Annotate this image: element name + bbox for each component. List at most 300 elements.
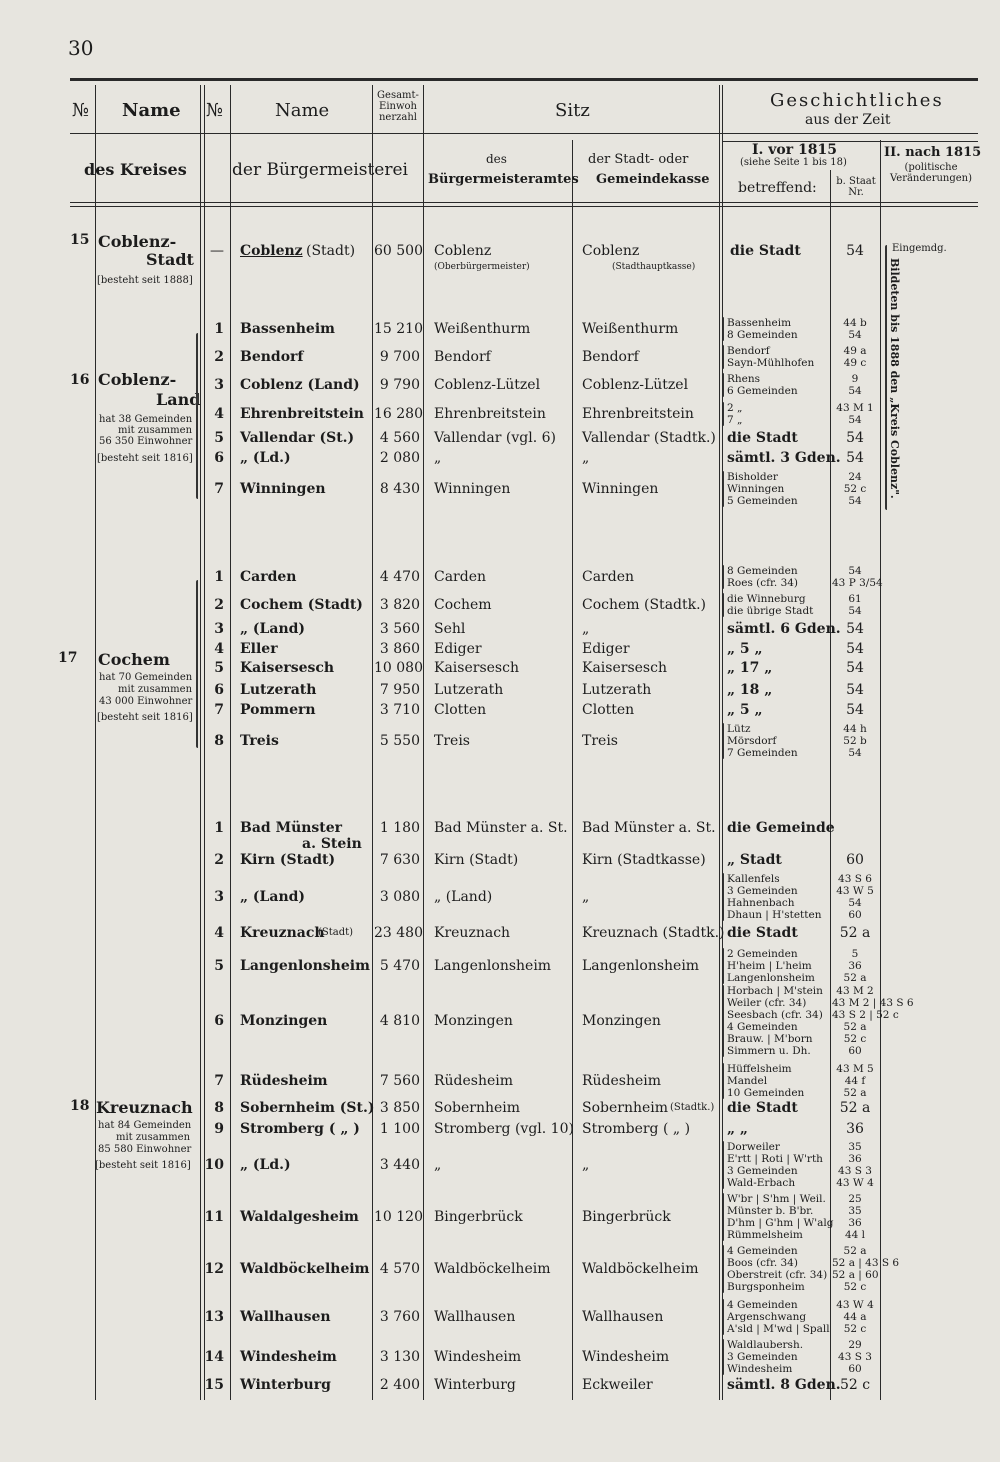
- kreis-note: hat 38 Gemeinden: [99, 414, 193, 425]
- row-number: 5: [214, 430, 224, 446]
- staat-nr: 54: [848, 329, 862, 341]
- brace: [723, 471, 724, 507]
- amt: Langenlonsheim: [434, 958, 552, 974]
- brace: [723, 1063, 724, 1099]
- betreffend: 6 Gemeinden: [727, 385, 798, 397]
- kreis-note: 56 350 Einwohner: [99, 436, 193, 447]
- bm-name: Winterburg: [240, 1377, 331, 1393]
- kreis-note: mit zusammen: [116, 1132, 191, 1143]
- amt: Monzingen: [434, 1013, 513, 1029]
- betreffend: Münster b. B'br.: [727, 1205, 814, 1217]
- population: 3 440: [379, 1157, 420, 1173]
- kasse: Clotten: [582, 702, 635, 718]
- kreis-note: 43 000 Einwohner: [99, 696, 193, 707]
- staat-nr: 52 a: [843, 1087, 867, 1099]
- brace: [885, 245, 887, 510]
- amt: Rüdesheim: [434, 1073, 514, 1089]
- brace: [723, 948, 724, 984]
- kasse: Bad Münster a. St.: [582, 820, 716, 836]
- brace: [723, 565, 724, 589]
- kasse: Rüdesheim: [582, 1073, 662, 1089]
- bm-name: „ (Ld.): [240, 450, 291, 466]
- bm-name: Bendorf: [240, 349, 304, 365]
- bm-name: Windesheim: [240, 1349, 337, 1365]
- row-number: 15: [204, 1377, 224, 1393]
- amt: Stromberg (vgl. 10): [434, 1121, 574, 1137]
- kreis-number: 15: [70, 232, 90, 248]
- betreffend: Oberstreit (cfr. 34): [727, 1269, 828, 1281]
- staat-nr: 54: [846, 430, 864, 446]
- population: 2 400: [379, 1377, 420, 1393]
- population: 9 790: [379, 377, 420, 393]
- staat-nr: 43 M 5: [836, 1063, 874, 1075]
- row-number: 12: [204, 1261, 224, 1277]
- col-divider: [719, 85, 720, 1400]
- kreis-name: Kreuznach: [96, 1098, 193, 1117]
- kasse: Langenlonsheim: [582, 958, 700, 974]
- row-number: 14: [204, 1349, 224, 1365]
- population: 3 850: [379, 1100, 420, 1116]
- amt: Carden: [434, 569, 487, 585]
- population: 3 080: [379, 889, 420, 905]
- betreffend: Rümmelsheim: [727, 1229, 803, 1241]
- betreffend: die Stadt: [727, 925, 798, 941]
- betreffend: Rhens: [727, 373, 761, 385]
- kasse: Bendorf: [582, 349, 639, 365]
- population: 3 820: [379, 597, 420, 613]
- betreffend: Wald-Erbach: [727, 1177, 796, 1189]
- staat-nr: 52 c: [843, 1033, 867, 1045]
- population: 60 500: [374, 243, 423, 259]
- population: 16 280: [374, 406, 423, 422]
- row-number: 8: [214, 733, 224, 749]
- kasse: Carden: [582, 569, 635, 585]
- population: 5 550: [379, 733, 420, 749]
- staat-nr: 49 a: [843, 345, 867, 357]
- bm-name: Lutzerath: [240, 682, 317, 698]
- population: 3 860: [379, 641, 420, 657]
- amt: Windesheim: [434, 1349, 522, 1365]
- bm-name: Carden: [240, 569, 297, 585]
- bm-name: Bassenheim: [240, 321, 335, 337]
- row-number: 2: [214, 349, 224, 365]
- staat-nr: 43 S 3: [838, 1351, 872, 1363]
- staat-nr: 52 a: [843, 972, 867, 984]
- row-number: 4: [214, 406, 224, 422]
- row-number: 2: [214, 597, 224, 613]
- top-rule: [70, 78, 978, 81]
- kasse: Kreuznach (Stadtk.): [582, 925, 725, 941]
- vertical-note: Bildeten bis 1888 den „Kreis Coblenz".: [888, 258, 901, 499]
- staat-nr: 36: [848, 1153, 862, 1165]
- bm-name: „ (Ld.): [240, 1157, 291, 1173]
- brace: [723, 1141, 724, 1189]
- nach-1815: Eingemdg.: [892, 243, 947, 254]
- betreffend: Boos (cfr. 34): [727, 1257, 798, 1269]
- row-number: 6: [214, 1013, 224, 1029]
- kasse: Ehrenbreitstein: [582, 406, 694, 422]
- col-divider: [372, 85, 373, 1400]
- betreffend: „ „: [727, 1121, 748, 1137]
- kasse-note: (Stadtk.): [670, 1102, 715, 1113]
- amt: Sobernheim: [434, 1100, 521, 1116]
- staat-nr: 54: [848, 565, 862, 577]
- row-number: 1: [214, 569, 224, 585]
- col-divider: [830, 170, 831, 1400]
- staat-nr: 52 b: [843, 735, 867, 747]
- betreffend: A'sld | M'wd | Spall: [727, 1323, 830, 1335]
- amt: Bendorf: [434, 349, 491, 365]
- kasse: Windesheim: [582, 1349, 670, 1365]
- bm-name: Kaisersesch: [240, 660, 335, 676]
- kreis-note: [besteht seit 1816]: [95, 1160, 191, 1171]
- amt: Bingerbrück: [434, 1209, 523, 1225]
- betreffend: D'hm | G'hm | W'alg: [727, 1217, 834, 1229]
- staat-nr: 44 a: [843, 1311, 867, 1323]
- staat-nr: 52 c: [839, 1377, 871, 1393]
- population: 10 120: [374, 1209, 423, 1225]
- header-amt-1: des: [486, 152, 507, 166]
- bm-name: Coblenz (Land): [240, 377, 360, 393]
- staat-nr: 36: [846, 1121, 864, 1137]
- kreis-name: Coblenz-: [98, 370, 177, 389]
- betreffend: Bisholder: [727, 471, 778, 483]
- staat-nr: 52 c: [843, 1281, 867, 1293]
- population: 1 180: [379, 820, 420, 836]
- row-number: 3: [214, 621, 224, 637]
- betreffend: die Stadt: [730, 243, 801, 259]
- kasse: Winningen: [582, 481, 659, 497]
- betreffend: „ 5 „: [727, 641, 763, 657]
- betreffend: 2 Gemeinden: [727, 948, 798, 960]
- bm-name-2: a. Stein: [302, 836, 362, 852]
- betreffend: „ 17 „: [727, 660, 773, 676]
- staat-nr: 43 S 2 | 52 c: [832, 1009, 899, 1021]
- betreffend: W'br | S'hm | Weil.: [727, 1193, 826, 1205]
- row-number: 3: [214, 889, 224, 905]
- kasse: Wallhausen: [582, 1309, 664, 1325]
- betreffend: 2 „: [727, 402, 743, 414]
- betreffend: 8 Gemeinden: [727, 565, 798, 577]
- bm-name: Eller: [240, 641, 278, 657]
- brace: [723, 345, 724, 369]
- staat-nr: 43 W 4: [836, 1177, 874, 1189]
- row-number: 9: [214, 1121, 224, 1137]
- row-number: 4: [214, 641, 224, 657]
- staat-nr: 43 M 1: [836, 402, 874, 414]
- betreffend: Waldlaubersh.: [727, 1339, 804, 1351]
- population: 8 430: [379, 481, 420, 497]
- row-number: 10: [204, 1157, 224, 1173]
- brace: [196, 580, 198, 748]
- staat-nr: 54: [848, 605, 862, 617]
- header-name2: Name: [275, 100, 330, 121]
- betreffend: „ 18 „: [727, 682, 773, 698]
- population: 5 470: [379, 958, 420, 974]
- staat-nr: 54: [848, 747, 862, 759]
- staat-nr: 54: [846, 621, 864, 637]
- row-number: 6: [214, 682, 224, 698]
- staat-nr: 43 M 2 | 43 S 6: [832, 997, 914, 1009]
- header-kasse-1: der Stadt- oder: [588, 152, 689, 167]
- staat-nr: 36: [848, 1217, 862, 1229]
- kasse: „: [582, 1157, 590, 1173]
- row-number: 7: [214, 1073, 224, 1089]
- staat-nr: 5: [851, 948, 859, 960]
- brace: [723, 402, 724, 426]
- betreffend: die Stadt: [727, 1100, 798, 1116]
- bm-name: Cochem (Stadt): [240, 597, 363, 613]
- betreffend: H'heim | L'heim: [727, 960, 812, 972]
- betreffend: 10 Gemeinden: [727, 1087, 805, 1099]
- staat-nr: 54: [848, 897, 862, 909]
- kreis-name-2: Land: [156, 390, 201, 409]
- kreis-name: Cochem: [98, 650, 170, 669]
- betreffend: Dorweiler: [727, 1141, 780, 1153]
- kreis-note: hat 84 Gemeinden: [98, 1120, 192, 1131]
- betreffend: Hüffelsheim: [727, 1063, 792, 1075]
- kasse: Weißenthurm: [582, 321, 679, 337]
- kasse: Kaisersesch: [582, 660, 667, 676]
- staat-nr: 52 c: [843, 483, 867, 495]
- staat-nr: 60: [846, 852, 864, 868]
- population: 7 560: [379, 1073, 420, 1089]
- betreffend: 5 Gemeinden: [727, 495, 798, 507]
- brace: [723, 593, 724, 617]
- population: 7 630: [379, 852, 420, 868]
- amt: Coblenz: [434, 243, 492, 259]
- staat-nr: 52 a | 60: [832, 1269, 879, 1281]
- kasse: Cochem (Stadtk.): [582, 597, 707, 613]
- staat-nr: 54: [848, 495, 862, 507]
- staat-nr: 44 b: [843, 317, 867, 329]
- header-nr2: №: [206, 100, 224, 121]
- kasse: Coblenz-Lützel: [582, 377, 689, 393]
- bm-name: Kirn (Stadt): [240, 852, 336, 868]
- staat-nr: 61: [848, 593, 862, 605]
- row-number: 13: [204, 1309, 224, 1325]
- amt: Waldböckelheim: [434, 1261, 551, 1277]
- brace: [723, 317, 724, 341]
- bm-suffix: (Stadt): [318, 927, 354, 938]
- col-divider: [572, 140, 573, 1400]
- header-name: Name: [122, 100, 181, 121]
- header-kreis: des Kreises: [84, 160, 187, 179]
- bm-name: Ehrenbreitstein: [240, 406, 364, 422]
- bm-name: Vallendar (St.): [240, 430, 355, 446]
- betreffend: sämtl. 6 Gden.: [727, 621, 841, 637]
- kasse: „: [582, 621, 590, 637]
- betreffend: Windesheim: [727, 1363, 793, 1375]
- betreffend: „ 5 „: [727, 702, 763, 718]
- staat-nr: 54: [846, 243, 864, 259]
- bm-name: Kreuznach: [240, 925, 325, 941]
- kasse: Eckweiler: [582, 1377, 653, 1393]
- kreis-number: 17: [58, 650, 78, 666]
- bm-name: Coblenz: [240, 243, 303, 259]
- row-number: 1: [214, 321, 224, 337]
- header-nr: №: [72, 100, 90, 121]
- kasse: Coblenz: [582, 243, 640, 259]
- staat-nr: 43 W 4: [836, 1299, 874, 1311]
- bm-name: „ (Land): [240, 621, 306, 637]
- kreis-number: 16: [70, 372, 90, 388]
- row-number: 7: [214, 481, 224, 497]
- header-rule-1: [70, 133, 978, 134]
- header-staat-nr: b. Staat Nr.: [836, 176, 876, 198]
- population: 4 570: [379, 1261, 420, 1277]
- staat-nr: 54: [846, 682, 864, 698]
- population: 7 950: [379, 682, 420, 698]
- row-dash: —: [210, 243, 224, 259]
- header-rule-3: [70, 206, 978, 207]
- brace: [723, 373, 724, 397]
- kasse: Ediger: [582, 641, 630, 657]
- staat-nr: 36: [848, 960, 862, 972]
- population: 3 710: [379, 702, 420, 718]
- betreffend: Brauw. | M'born: [727, 1033, 813, 1045]
- amt: Kirn (Stadt): [434, 852, 519, 868]
- betreffend: Bendorf: [727, 345, 770, 357]
- amt: Treis: [434, 733, 470, 749]
- betreffend: Mandel: [727, 1075, 768, 1087]
- brace: [723, 1339, 724, 1375]
- staat-nr: 54: [846, 641, 864, 657]
- bm-name: Sobernheim (St.): [240, 1100, 375, 1116]
- kasse: Lutzerath: [582, 682, 652, 698]
- bm-suffix: (Stadt): [306, 243, 356, 259]
- betreffend: „ Stadt: [727, 852, 782, 868]
- staat-nr: 60: [848, 1363, 862, 1375]
- row-number: 2: [214, 852, 224, 868]
- population: 9 700: [379, 349, 420, 365]
- staat-nr: 52 a: [843, 1021, 867, 1033]
- brace: [723, 1193, 724, 1241]
- population: 3 760: [379, 1309, 420, 1325]
- betreffend: 4 Gemeinden: [727, 1021, 798, 1033]
- header-buergermeisterei: der Bürgermeisterei: [232, 160, 408, 180]
- row-number: 4: [214, 925, 224, 941]
- kreis-name-2: Stadt: [146, 250, 194, 269]
- staat-nr: 52 c: [843, 1323, 867, 1335]
- betreffend: Sayn-Mühlhofen: [727, 357, 815, 369]
- header-population: Gesamt-Einwoh nerzahl: [377, 90, 419, 123]
- betreffend: Bassenheim: [727, 317, 792, 329]
- kreis-note: [besteht seit 1816]: [97, 712, 193, 723]
- betreffend: Seesbach (cfr. 34): [727, 1009, 823, 1021]
- betreffend: Hahnenbach: [727, 897, 795, 909]
- bm-name: Rüdesheim: [240, 1073, 328, 1089]
- row-number: 5: [214, 958, 224, 974]
- col-divider: [95, 85, 96, 1400]
- bm-name: Wallhausen: [240, 1309, 331, 1325]
- betreffend: die Gemeinde: [727, 820, 835, 836]
- kreis-name: Coblenz-: [98, 232, 177, 251]
- staat-nr: 43 S 3: [838, 1165, 872, 1177]
- betreffend: 8 Gemeinden: [727, 329, 798, 341]
- betreffend: 4 Gemeinden: [727, 1245, 798, 1257]
- staat-nr: 49 c: [843, 357, 867, 369]
- brace: [723, 1299, 724, 1335]
- amt: „: [434, 450, 442, 466]
- population: 4 470: [379, 569, 420, 585]
- population: 4 560: [379, 430, 420, 446]
- population: 2 080: [379, 450, 420, 466]
- population: 4 810: [379, 1013, 420, 1029]
- betreffend: Lütz: [727, 723, 751, 735]
- betreffend: Dhaun | H'stetten: [727, 909, 822, 921]
- kasse: Treis: [582, 733, 618, 749]
- staat-nr: 54: [848, 385, 862, 397]
- amt: Vallendar (vgl. 6): [434, 430, 556, 446]
- amt: Lutzerath: [434, 682, 504, 698]
- amt: „: [434, 1157, 442, 1173]
- amt: Kaisersesch: [434, 660, 519, 676]
- staat-nr: 43 M 2: [836, 985, 874, 997]
- header-sitz: Sitz: [555, 100, 590, 121]
- staat-nr: 35: [848, 1205, 862, 1217]
- amt: Cochem: [434, 597, 492, 613]
- brace: [723, 985, 724, 1057]
- bm-name: Waldböckelheim: [240, 1261, 370, 1277]
- staat-nr: 25: [848, 1193, 862, 1205]
- amt: „ (Land): [434, 889, 493, 905]
- staat-nr: 60: [848, 1045, 862, 1057]
- amt: Winterburg: [434, 1377, 516, 1393]
- amt: Ediger: [434, 641, 482, 657]
- kasse: „: [582, 889, 590, 905]
- amt: Ehrenbreitstein: [434, 406, 546, 422]
- brace: [723, 723, 724, 759]
- betreffend: 3 Gemeinden: [727, 1165, 798, 1177]
- betreffend: Argenschwang: [727, 1311, 807, 1323]
- col-divider: [423, 85, 424, 1400]
- amt: Kreuznach: [434, 925, 511, 941]
- staat-nr: 54: [846, 660, 864, 676]
- header-history-sub: aus der Zeit: [805, 112, 891, 128]
- amt: Weißenthurm: [434, 321, 531, 337]
- header-nach-1815-note: (politische Veränderungen): [889, 162, 973, 184]
- kasse: Sobernheim: [582, 1100, 669, 1116]
- bm-name: Treis: [240, 733, 279, 749]
- kreis-note: [besteht seit 1888]: [97, 275, 193, 286]
- amt: Clotten: [434, 702, 487, 718]
- row-number: 5: [214, 660, 224, 676]
- kasse: Waldböckelheim: [582, 1261, 699, 1277]
- staat-nr: 44 f: [844, 1075, 866, 1087]
- betreffend: Weiler (cfr. 34): [727, 997, 807, 1009]
- staat-nr: 43 S 6: [838, 873, 872, 885]
- betreffend: E'rtt | Roti | W'rth: [727, 1153, 823, 1165]
- kasse: Monzingen: [582, 1013, 661, 1029]
- staat-nr: 52 a | 43 S 6: [832, 1257, 900, 1269]
- staat-nr: 44 h: [843, 723, 867, 735]
- staat-nr: 52 a: [843, 1245, 867, 1257]
- betreffend: 7 „: [727, 414, 743, 426]
- amt: Wallhausen: [434, 1309, 516, 1325]
- staat-nr: 43 P 3/54: [832, 577, 883, 589]
- header-betreffend: betreffend:: [738, 180, 817, 196]
- amt: Winningen: [434, 481, 511, 497]
- bm-name: Bad Münster: [240, 820, 343, 836]
- betreffend: Kallenfels: [727, 873, 780, 885]
- population: 3 560: [379, 621, 420, 637]
- row-number: 11: [204, 1209, 224, 1225]
- kasse: „: [582, 450, 590, 466]
- header-kasse-2: Gemeindekasse: [596, 172, 710, 187]
- staat-nr: 54: [848, 414, 862, 426]
- staat-nr: 44 l: [844, 1229, 866, 1241]
